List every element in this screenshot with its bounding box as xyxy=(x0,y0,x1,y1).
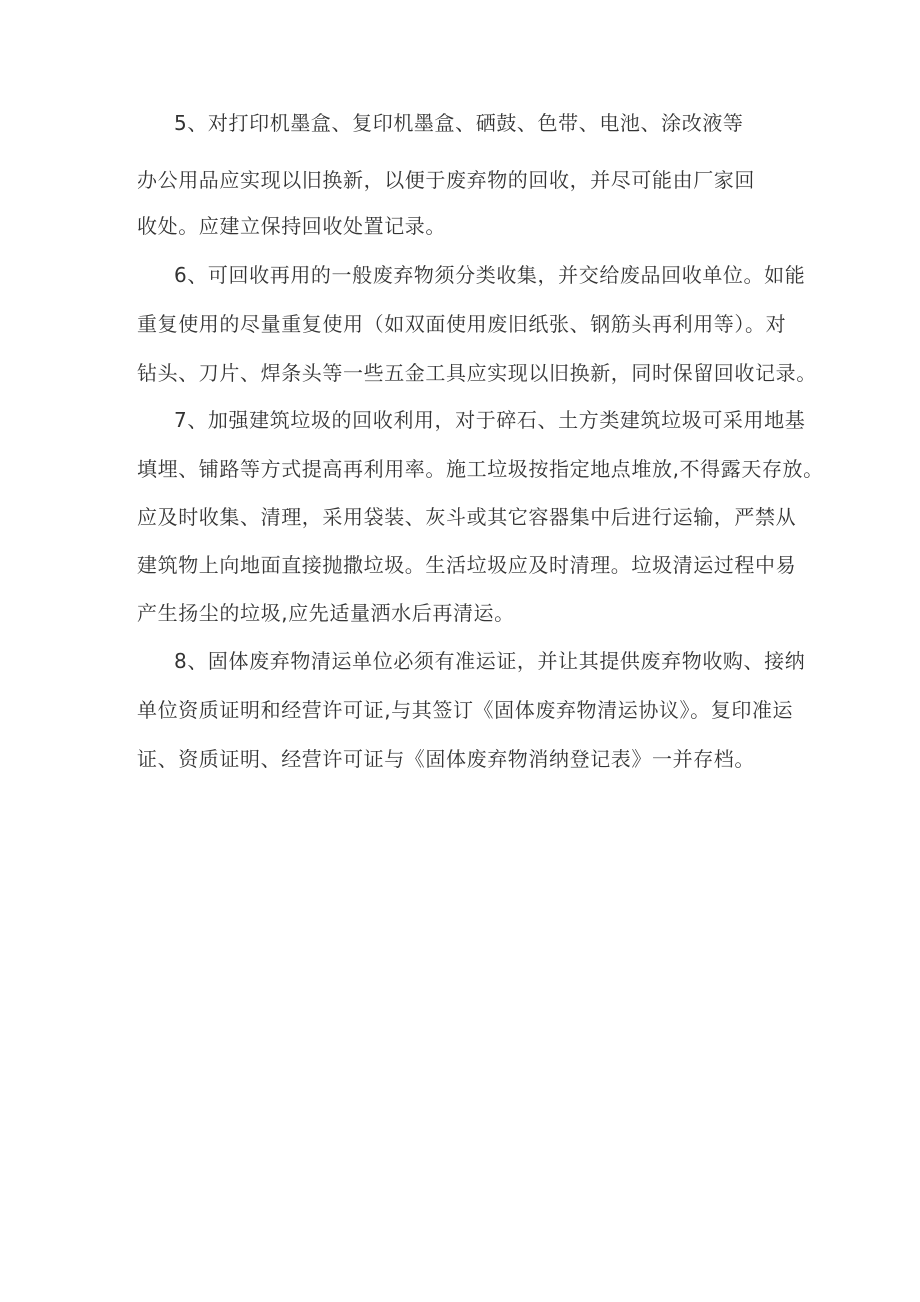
item-5-line-1: 5、对打印机墨盒、复印机墨盒、硒鼓、色带、电池、涂改液等 xyxy=(174,111,744,135)
item-8-line-1: 8、固体废弃物清运单位必须有准运证，并让其提供废弃物收购、接纳 xyxy=(174,649,806,673)
item-7-line-5: 产生扬尘的垃圾,应先适量洒水后再清运。 xyxy=(137,601,515,625)
item-8-line-2: 单位资质证明和经营许可证,与其签订《固体废弃物清运协议》。复印准运 xyxy=(137,698,794,722)
item-7-line-3: 应及时收集、清理，采用袋装、灰斗或其它容器集中后进行运输，严禁从 xyxy=(137,505,797,529)
item-7-line-1: 7、加强建筑垃圾的回收利用，对于碎石、土方类建筑垃圾可采用地基 xyxy=(174,408,806,432)
item-5-line-2: 办公用品应实现以旧换新，以便于废弃物的回收，并尽可能由厂家回 xyxy=(137,168,755,192)
item-6-line-1: 6、可回收再用的一般废弃物须分类收集，并交给废品回收单位。如能 xyxy=(174,263,806,287)
item-6-line-2: 重复使用的尽量重复使用（如双面使用废旧纸张、钢筋头再利用等）。对 xyxy=(137,312,787,336)
item-8-line-3: 证、资质证明、经营许可证与《固体废弃物消纳登记表》一并存档。 xyxy=(137,747,755,771)
item-7-line-2: 填埋、铺路等方式提高再利用率。施工垃圾按指定地点堆放,不得露天存放。 xyxy=(137,457,824,481)
item-7-line-4: 建筑物上向地面直接抛撒垃圾。生活垃圾应及时清理。垃圾清运过程中易 xyxy=(137,553,797,577)
item-6-line-3: 钻头、刀片、焊条头等一些五金工具应实现以旧换新，同时保留回收记录。 xyxy=(137,361,817,385)
item-5-line-3: 收处。应建立保持回收处置记录。 xyxy=(137,214,446,238)
